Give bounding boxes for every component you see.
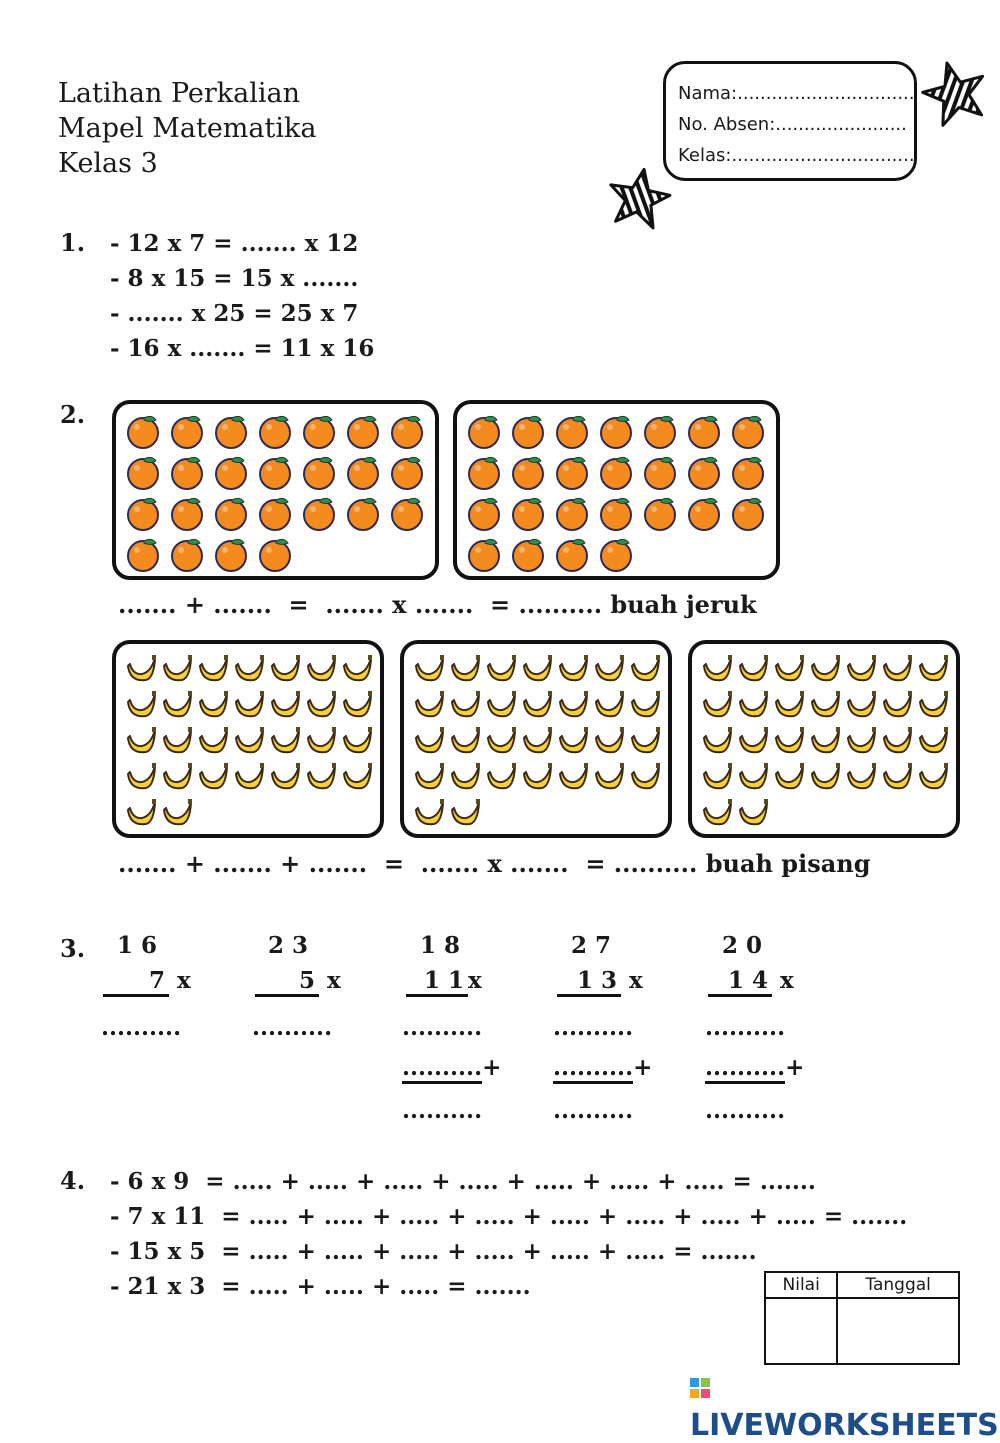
- title-line-3: Kelas 3: [58, 148, 158, 179]
- question-1-body: [110, 226, 374, 366]
- orange-icon: [302, 414, 338, 454]
- banana-icon: [124, 724, 158, 762]
- q4-line-1: - 6 x 9 = ..... + ..... + ..... + ..... + ..... + ..... + ..... = .......: [110, 1168, 816, 1195]
- orange-icon: [258, 537, 294, 577]
- worksheet-title: [58, 76, 316, 181]
- q3-p2-row-1[interactable]: ..........: [252, 1014, 333, 1041]
- banana-icon: [772, 724, 806, 762]
- banana-box-1: [112, 640, 384, 838]
- banana-icon: [304, 652, 338, 690]
- orange-icon: [126, 496, 162, 536]
- banana-icon: [772, 652, 806, 690]
- orange-icon: [467, 455, 503, 495]
- q3-p3-bottom-row: [406, 967, 482, 997]
- q3-p4-row-2-wrap: [553, 1054, 652, 1084]
- orange-icon: [511, 414, 547, 454]
- banana-icon: [772, 760, 806, 798]
- orange-icon: [170, 496, 206, 536]
- orange-icon: [511, 537, 547, 577]
- orange-icon: [511, 496, 547, 536]
- q3-p4-bottom: 1 3: [557, 967, 621, 997]
- banana-icon: [916, 652, 950, 690]
- question-1-number: 1.: [60, 228, 86, 257]
- banana-icon: [160, 760, 194, 798]
- absen-field[interactable]: No. Absen:.......................: [678, 114, 907, 135]
- banana-icon: [196, 652, 230, 690]
- banana-icon: [556, 724, 590, 762]
- banana-icon: [268, 652, 302, 690]
- logo-icon: [690, 1373, 712, 1408]
- banana-icon: [916, 724, 950, 762]
- banana-icon: [196, 688, 230, 726]
- banana-icon: [340, 760, 374, 798]
- banana-icon: [844, 760, 878, 798]
- banana-icon: [232, 760, 266, 798]
- q3-p5-op: x: [780, 967, 794, 994]
- q3-p1-bottom: 7: [103, 967, 169, 997]
- star-icon: [603, 165, 675, 231]
- title-line-1: Latihan Perkalian: [58, 78, 301, 109]
- banana-icon: [412, 688, 446, 726]
- orange-icon: [555, 537, 591, 577]
- banana-icon: [808, 688, 842, 726]
- orange-icon: [599, 455, 635, 495]
- banana-icon: [448, 688, 482, 726]
- q3-p5-row-1[interactable]: ..........: [705, 1014, 786, 1041]
- orange-icon: [346, 455, 382, 495]
- orange-icon: [555, 496, 591, 536]
- q3-p2-top: 2 3: [268, 932, 309, 959]
- banana-icon: [844, 652, 878, 690]
- orange-icon: [170, 455, 206, 495]
- banana-icon: [628, 760, 662, 798]
- orange-icon: [302, 496, 338, 536]
- q3-p4-row-2[interactable]: ..........: [553, 1054, 633, 1084]
- banana-icon: [484, 724, 518, 762]
- banana-icon: [448, 760, 482, 798]
- banana-icon: [556, 760, 590, 798]
- q3-p1-bottom-row: [103, 967, 191, 997]
- q3-p5-plus: +: [785, 1054, 805, 1081]
- banana-icon: [484, 760, 518, 798]
- orange-icon: [390, 414, 426, 454]
- star-icon: [913, 58, 989, 128]
- banana-icon: [700, 796, 734, 834]
- q3-p5-row-2-wrap: [705, 1054, 804, 1084]
- banana-icon: [592, 652, 626, 690]
- orange-icon: [555, 455, 591, 495]
- q3-p4-plus: +: [633, 1054, 653, 1081]
- orange-icon: [599, 414, 635, 454]
- orange-icon: [258, 496, 294, 536]
- q3-p2-bottom-row: [255, 967, 341, 997]
- banana-icon: [736, 796, 770, 834]
- banana-icon: [880, 652, 914, 690]
- q3-p1-op: x: [177, 967, 191, 994]
- banana-icon: [700, 760, 734, 798]
- q1-line-4: - 16 x ....... = 11 x 16: [110, 335, 375, 362]
- orange-box-1: [112, 400, 439, 580]
- orange-icon: [214, 414, 250, 454]
- banana-icon: [448, 652, 482, 690]
- orange-icon: [555, 414, 591, 454]
- logo-text: LIVEWORKSHEETS: [690, 1408, 999, 1443]
- banana-icon: [304, 688, 338, 726]
- banana-icon: [412, 724, 446, 762]
- banana-equation: ....... + ....... + ....... = ....... x ....... = .......... buah pisang: [118, 849, 871, 878]
- banana-icon: [916, 688, 950, 726]
- q3-p4-top: 2 7: [571, 932, 612, 959]
- banana-box-2: [400, 640, 672, 838]
- banana-icon: [808, 724, 842, 762]
- banana-icon: [160, 724, 194, 762]
- orange-icon: [643, 496, 679, 536]
- score-header-nilai: Nilai: [765, 1272, 837, 1298]
- orange-icon: [467, 496, 503, 536]
- orange-equation: ....... + ....... = ....... x ....... = .......... buah jeruk: [118, 590, 757, 619]
- score-table: [764, 1271, 960, 1365]
- banana-icon: [556, 688, 590, 726]
- score-header-tanggal: Tanggal: [837, 1272, 959, 1298]
- banana-icon: [268, 724, 302, 762]
- q3-p5-top: 2 0: [722, 932, 763, 959]
- q3-p3-row-3[interactable]: ..........: [402, 1097, 483, 1124]
- q3-p4-row-1[interactable]: ..........: [553, 1014, 634, 1041]
- banana-icon: [844, 688, 878, 726]
- banana-icon: [916, 760, 950, 798]
- banana-icon: [484, 652, 518, 690]
- q3-p1-row-1[interactable]: ..........: [101, 1014, 182, 1041]
- q3-p1-top: 1 6: [117, 932, 158, 959]
- q3-p5-bottom: 1 4: [708, 967, 772, 997]
- banana-icon: [124, 652, 158, 690]
- banana-icon: [808, 652, 842, 690]
- banana-icon: [700, 724, 734, 762]
- banana-icon: [340, 724, 374, 762]
- banana-icon: [160, 796, 194, 834]
- banana-icon: [232, 724, 266, 762]
- banana-icon: [880, 688, 914, 726]
- banana-icon: [772, 688, 806, 726]
- orange-icon: [731, 455, 767, 495]
- orange-icon: [687, 496, 723, 536]
- q3-p4-row-3[interactable]: ..........: [553, 1097, 634, 1124]
- banana-icon: [628, 724, 662, 762]
- banana-icon: [700, 652, 734, 690]
- banana-icon: [628, 652, 662, 690]
- banana-icon: [520, 688, 554, 726]
- banana-icon: [268, 760, 302, 798]
- banana-icon: [268, 688, 302, 726]
- q1-line-2: - 8 x 15 = 15 x .......: [110, 265, 359, 292]
- orange-icon: [467, 414, 503, 454]
- orange-icon: [731, 496, 767, 536]
- banana-icon: [592, 688, 626, 726]
- banana-icon: [412, 652, 446, 690]
- banana-icon: [124, 796, 158, 834]
- banana-icon: [628, 688, 662, 726]
- banana-icon: [592, 760, 626, 798]
- q4-line-2: - 7 x 11 = ..... + ..... + ..... + ..... + ..... + ..... + ..... + ..... = .......: [110, 1203, 908, 1230]
- banana-icon: [160, 688, 194, 726]
- q3-p3-bottom: 1 1: [406, 967, 468, 997]
- q3-p2-op: x: [327, 967, 341, 994]
- score-cell-tanggal[interactable]: [837, 1298, 959, 1364]
- banana-icon: [880, 724, 914, 762]
- banana-icon: [700, 688, 734, 726]
- nama-field[interactable]: Nama:...............................: [678, 83, 915, 104]
- banana-icon: [412, 796, 446, 834]
- orange-icon: [214, 496, 250, 536]
- orange-icon: [258, 455, 294, 495]
- orange-icon: [214, 455, 250, 495]
- q3-p3-row-1[interactable]: ..........: [402, 1014, 483, 1041]
- q3-p2-bottom: 5: [255, 967, 319, 997]
- banana-icon: [160, 652, 194, 690]
- q3-p5-row-2[interactable]: ..........: [705, 1054, 785, 1084]
- q3-p3-top: 1 8: [420, 932, 461, 959]
- orange-icon: [126, 537, 162, 577]
- q3-p4-op: x: [629, 967, 643, 994]
- liveworksheets-logo: [690, 1372, 1000, 1443]
- orange-box-2: [453, 400, 780, 580]
- banana-icon: [412, 760, 446, 798]
- question-4-number: 4.: [60, 1166, 86, 1195]
- banana-icon: [736, 760, 770, 798]
- q3-p5-bottom-row: [708, 967, 794, 997]
- orange-icon: [390, 496, 426, 536]
- orange-icon: [390, 455, 426, 495]
- q4-line-3: - 15 x 5 = ..... + ..... + ..... + ..... + ..... + ..... = .......: [110, 1238, 757, 1265]
- banana-icon: [520, 760, 554, 798]
- banana-icon: [232, 652, 266, 690]
- banana-icon: [232, 688, 266, 726]
- orange-icon: [599, 496, 635, 536]
- q1-line-3: - ....... x 25 = 25 x 7: [110, 300, 359, 327]
- banana-icon: [304, 760, 338, 798]
- orange-icon: [731, 414, 767, 454]
- question-2-number: 2.: [60, 400, 86, 429]
- banana-icon: [124, 688, 158, 726]
- orange-icon: [687, 414, 723, 454]
- banana-icon: [124, 760, 158, 798]
- q4-line-4: - 21 x 3 = ..... + ..... + ..... = .......: [110, 1273, 531, 1300]
- q1-line-1: - 12 x 7 = ....... x 12: [110, 230, 359, 257]
- banana-icon: [484, 688, 518, 726]
- orange-icon: [643, 414, 679, 454]
- banana-icon: [448, 724, 482, 762]
- banana-icon: [520, 724, 554, 762]
- banana-icon: [736, 724, 770, 762]
- q3-p3-plus: +: [482, 1054, 502, 1081]
- orange-icon: [170, 414, 206, 454]
- orange-icon: [511, 455, 547, 495]
- orange-icon: [599, 537, 635, 577]
- orange-icon: [126, 414, 162, 454]
- orange-icon: [258, 414, 294, 454]
- banana-icon: [304, 724, 338, 762]
- orange-icon: [643, 455, 679, 495]
- question-3-number: 3.: [60, 934, 86, 963]
- banana-icon: [520, 652, 554, 690]
- banana-icon: [556, 652, 590, 690]
- banana-box-3: [688, 640, 960, 838]
- banana-icon: [340, 688, 374, 726]
- banana-icon: [808, 760, 842, 798]
- q3-p3-row-2-wrap: [402, 1054, 501, 1084]
- banana-icon: [736, 652, 770, 690]
- score-cell-nilai[interactable]: [765, 1298, 837, 1364]
- banana-icon: [592, 724, 626, 762]
- q3-p3-op: x: [468, 967, 482, 994]
- q3-p3-row-2[interactable]: ..........: [402, 1054, 482, 1084]
- q3-p5-row-3[interactable]: ..........: [705, 1097, 786, 1124]
- identity-box: [663, 61, 917, 181]
- orange-icon: [170, 537, 206, 577]
- banana-icon: [196, 760, 230, 798]
- orange-icon: [346, 496, 382, 536]
- orange-icon: [687, 455, 723, 495]
- banana-icon: [880, 760, 914, 798]
- banana-icon: [196, 724, 230, 762]
- banana-icon: [340, 652, 374, 690]
- banana-icon: [448, 796, 482, 834]
- banana-icon: [844, 724, 878, 762]
- orange-icon: [126, 455, 162, 495]
- kelas-field[interactable]: Kelas:................................: [678, 145, 915, 166]
- orange-icon: [302, 455, 338, 495]
- orange-icon: [346, 414, 382, 454]
- title-line-2: Mapel Matematika: [58, 113, 317, 144]
- orange-icon: [467, 537, 503, 577]
- q3-p4-bottom-row: [557, 967, 643, 997]
- orange-icon: [214, 537, 250, 577]
- banana-icon: [736, 688, 770, 726]
